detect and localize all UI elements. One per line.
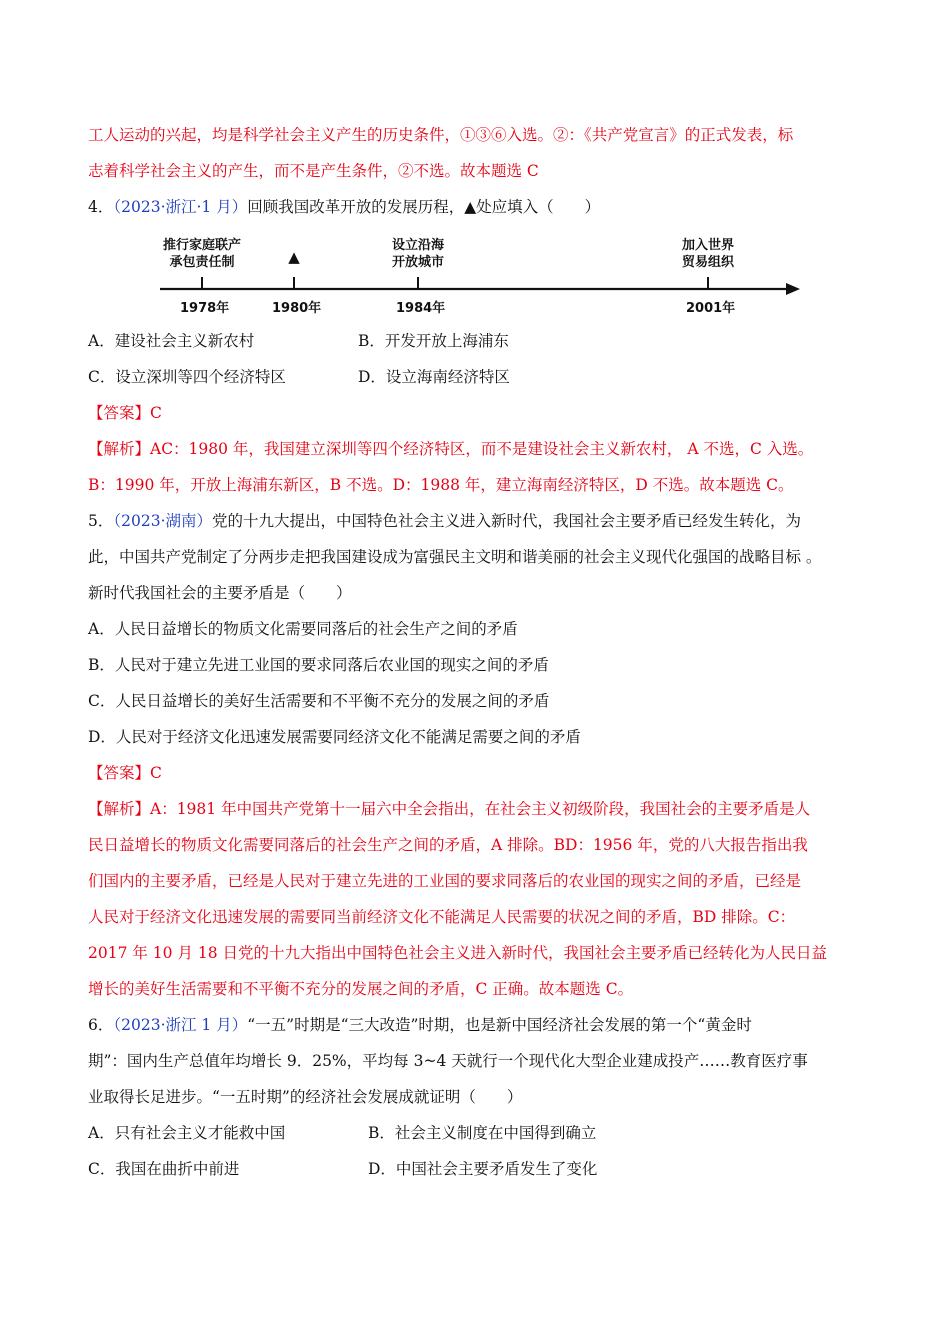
q4-analysis-line2: B：1990 年，开放上海浦东新区，B 不选。D：1988 年，建立海南经济特区，D 不选。故本题选 C。 — [88, 476, 794, 494]
q5-analysis-line1: 【解析】A：1981 年中国共产党第十一届六中全会指出，在社会主义初级阶段，我国社会的主要矛盾是人 — [88, 800, 811, 818]
q5-option-d[interactable]: D．人民对于经济文化迅速发展需要同经济文化不能满足需要之间的矛盾 — [88, 728, 581, 746]
q5-analysis-line3: 们国内的主要矛盾，已经是人民对于建立先进的工业国的要求同落后的农业国的现实之间的矛盾，已经是 — [88, 872, 802, 890]
q5-analysis-line2: 民日益增长的物质文化需要同落后的社会生产之间的矛盾，A 排除。BD：1956 年，党的八大报告指出我 — [88, 836, 808, 854]
q5-option-a[interactable]: A．人民日益增长的物质文化需要同落后的社会生产之间的矛盾 — [88, 620, 518, 638]
event-label-line: 承包责任制 — [169, 255, 235, 270]
event-label-line: 推行家庭联产 — [162, 238, 241, 253]
timeline-event-1984 — [378, 237, 458, 271]
q3-analysis-line2: 志着科学社会主义的产生，而不是产生条件，②不选。故本题选 C — [88, 162, 539, 180]
document-page — [88, 125, 878, 1195]
q6-options-row1 — [88, 1123, 878, 1143]
q4-stem — [88, 197, 878, 217]
event-label-line: 设立沿海 — [391, 238, 444, 253]
q5-source: （2023·湖南） — [113, 512, 212, 530]
q3-analysis-line1: 工人运动的兴起，均是科学社会主义产生的历史条件，①③⑥入选。②：《共产党宣言》的正式发表，标 — [88, 126, 794, 144]
q6-number: 6． — [88, 1016, 114, 1034]
q5-stem-line1 — [88, 511, 878, 531]
q4-option-b[interactable]: B．开发开放上海浦东 — [358, 332, 509, 350]
q5-analysis-line5: 2017 年 10 月 18 日党的十九大指出中国特色社会主义进入新时代，我国社会主要矛盾已经转化为人民日益 — [88, 944, 828, 962]
timeline-event-1980 — [274, 249, 314, 266]
q4-options-row1 — [88, 331, 878, 351]
timeline-event-1978 — [152, 237, 252, 271]
q4-option-d[interactable]: D．设立海南经济特区 — [358, 368, 510, 386]
year-2001: 2001年 — [686, 301, 736, 316]
timeline-event-2001 — [668, 237, 748, 271]
event-label-line: 加入世界 — [681, 238, 734, 253]
q4-number: 4． — [88, 198, 114, 216]
q5-option-c[interactable]: C．人民日益增长的美好生活需要和不平衡不充分的发展之间的矛盾 — [88, 692, 550, 710]
q4-timeline — [158, 227, 808, 317]
triangle-icon: ▲ — [288, 248, 300, 266]
q4-option-c[interactable]: C．设立深圳等四个经济特区 — [88, 368, 286, 386]
q5-stem-line3: 新时代我国社会的主要矛盾是（ ） — [88, 584, 352, 602]
event-label-line: 开放城市 — [391, 255, 444, 270]
year-1984: 1984年 — [396, 301, 446, 316]
q6-stem-line3: 业取得长足进步。“一五时期”的经济社会发展成就证明（ ） — [88, 1088, 523, 1106]
timeline-arrow-icon — [786, 283, 800, 295]
q4-option-a[interactable]: A．建设社会主义新农村 — [88, 332, 255, 350]
q5-stem-line2: 此，中国共产党制定了分两步走把我国建设成为富强民主文明和谐美丽的社会主义现代化强国的战略目标 。 — [88, 548, 822, 566]
q4-source: （2023·浙江·1 月） — [113, 198, 248, 216]
q6-options-row2 — [88, 1159, 878, 1179]
q6-option-c[interactable]: C．我国在曲折中前进 — [88, 1160, 240, 1178]
q5-analysis-line4: 人民对于经济文化迅速发展的需要同当前经济文化不能满足人民需要的状况之间的矛盾，BD 排除。C： — [88, 908, 796, 926]
q5-number: 5． — [88, 512, 114, 530]
q5-answer: 【答案】C — [88, 764, 162, 782]
q6-option-a[interactable]: A．只有社会主义才能救中国 — [88, 1124, 286, 1142]
q5-analysis-line6: 增长的美好生活需要和不平衡不充分的发展之间的矛盾，C 正确。故本题选 C。 — [88, 980, 634, 998]
q4-answer: 【答案】C — [88, 404, 162, 422]
q6-stem-text: “一五”时期是“三大改造”时期，也是新中国经济社会发展的第一个“黄金时 — [247, 1016, 752, 1034]
q4-stem-text: 回顾我国改革开放的发展历程，▲处应填入（ ） — [247, 198, 601, 216]
year-1978: 1978年 — [180, 301, 230, 316]
q4-options-row2 — [88, 367, 878, 387]
q6-source: （2023·浙江 1 月） — [113, 1016, 248, 1034]
q6-option-d[interactable]: D．中国社会主要矛盾发生了变化 — [368, 1160, 598, 1178]
q5-option-b[interactable]: B．人民对于建立先进工业国的要求同落后农业国的现实之间的矛盾 — [88, 656, 549, 674]
q6-stem-line1 — [88, 1015, 878, 1035]
q6-option-b[interactable]: B．社会主义制度在中国得到确立 — [368, 1124, 597, 1142]
year-1980: 1980年 — [272, 301, 322, 316]
q4-analysis-line1: 【解析】AC：1980 年，我国建立深圳等四个经济特区，而不是建设社会主义新农村， A 不选，C 入选。 — [88, 440, 814, 458]
q6-stem-line2: 期”：国内生产总值年均增长 9．25%，平均每 3~4 天就行一个现代化大型企业建成投产……教育医疗事 — [88, 1052, 808, 1070]
q5-stem-text: 党的十九大提出，中国特色社会主义进入新时代，我国社会主要矛盾已经发生转化，为 — [212, 512, 802, 530]
event-label-line: 贸易组织 — [681, 255, 734, 270]
